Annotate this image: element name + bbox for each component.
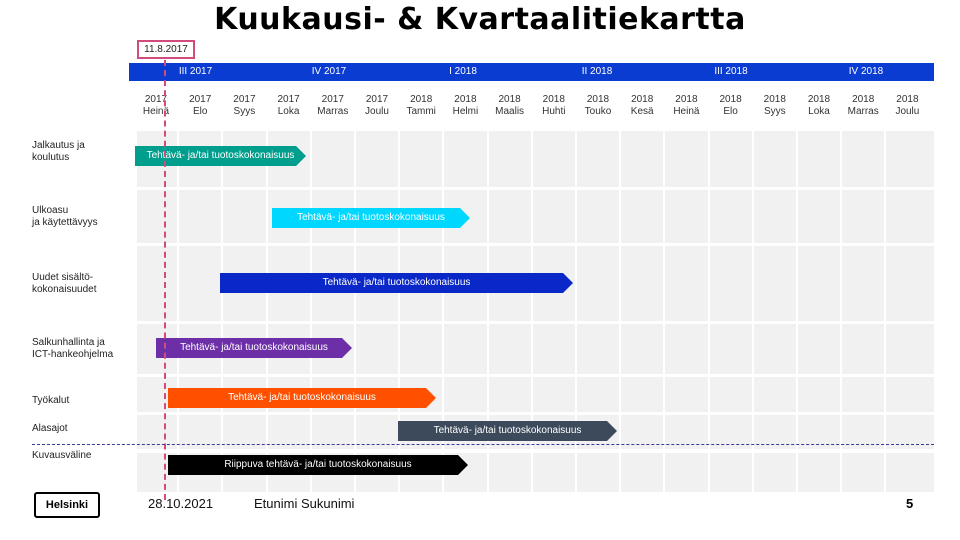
month-gridline [221, 130, 223, 492]
month-gridline [752, 130, 754, 492]
month-year: 2017 [233, 94, 256, 105]
month-year: 2018 [763, 94, 786, 105]
month-label [310, 94, 356, 118]
month-name: Loka [808, 106, 830, 117]
month-year: 2018 [631, 94, 654, 105]
task-bar [168, 455, 468, 475]
month-name: Helmi [452, 106, 479, 117]
month-name: Heinä [142, 106, 170, 117]
month-gridline [266, 130, 268, 492]
month-gridline [619, 130, 621, 492]
month-label [663, 94, 709, 118]
month-name: Tammi [406, 106, 436, 117]
row-label-line: Työkalut [32, 395, 70, 406]
month-label [398, 94, 444, 118]
month-year: 2018 [852, 94, 875, 105]
quarter-label: IV 2017 [262, 63, 396, 81]
month-gridline [177, 130, 179, 492]
task-label: Tehtävä- ja/tai tuotoskokonaisuus [146, 150, 295, 161]
month-year: 2018 [719, 94, 742, 105]
month-name: Maalis [495, 106, 525, 117]
row-label [32, 205, 98, 229]
row-label-line: ICT-hankeohjelma [32, 349, 114, 360]
separator-line [32, 444, 934, 445]
quarter-label: III 2018 [664, 63, 798, 81]
helsinki-logo: Helsinki [34, 492, 100, 518]
month-label [752, 94, 798, 118]
month-name: Kesä [630, 106, 654, 117]
row-label [32, 337, 113, 361]
row-label [32, 140, 85, 164]
row-label-line: Jalkautus ja [32, 140, 85, 151]
quarter-label: IV 2018 [798, 63, 934, 81]
row-label-line: Kuvausväline [32, 450, 92, 461]
task-label: Riippuva tehtävä- ja/tai tuotoskokonaisuus [224, 459, 412, 470]
row-label-line: koulutus [32, 152, 70, 163]
month-label [619, 94, 665, 118]
footer-author: Etunimi Sukunimi [254, 496, 355, 511]
row-label-line: Salkunhallinta ja [32, 337, 105, 348]
quarter-label: II 2018 [530, 63, 664, 81]
month-gridline [884, 130, 886, 492]
month-label [531, 94, 577, 118]
page-number: 5 [906, 496, 914, 511]
task-label: Tehtävä- ja/tai tuotoskokonaisuus [297, 212, 445, 223]
task-bar [398, 421, 617, 441]
month-label [133, 94, 179, 118]
month-label [708, 94, 754, 118]
task-label: Tehtävä- ja/tai tuotoskokonaisuus [322, 277, 471, 288]
task-label: Tehtävä- ja/tai tuotoskokonaisuus [433, 425, 582, 436]
row-band [137, 190, 934, 243]
month-name: Marras [847, 106, 879, 117]
row-label-line: Uudet sisältö- [32, 272, 94, 283]
month-year: 2018 [675, 94, 698, 105]
month-name: Elo [723, 106, 738, 117]
month-year: 2018 [454, 94, 477, 105]
row-label-line: kokonaisuudet [32, 284, 97, 295]
month-name: Joulu [365, 106, 389, 117]
month-label [221, 94, 267, 118]
month-name: Huhti [542, 106, 566, 117]
month-label [266, 94, 312, 118]
month-name: Touko [584, 106, 612, 117]
month-label [354, 94, 400, 118]
month-name: Syys [763, 106, 786, 117]
month-year: 2017 [277, 94, 300, 105]
month-label [796, 94, 842, 118]
month-label [177, 94, 223, 118]
month-name: Syys [233, 106, 256, 117]
task-bar [272, 208, 470, 228]
row-label-line: ja käytettävyys [32, 217, 98, 228]
month-year: 2018 [410, 94, 433, 105]
month-gridline [708, 130, 710, 492]
month-year: 2018 [896, 94, 919, 105]
month-year: 2017 [365, 94, 389, 105]
row-label [32, 423, 68, 435]
month-name: Marras [317, 106, 349, 117]
task-label: Tehtävä- ja/tai tuotoskokonaisuus [180, 342, 328, 353]
quarter-label: I 2018 [396, 63, 530, 81]
month-gridline [796, 130, 798, 492]
task-bar [135, 146, 306, 166]
month-year: 2018 [542, 94, 565, 105]
month-name: Loka [277, 106, 300, 117]
month-label [840, 94, 886, 118]
month-gridline [663, 130, 665, 492]
month-label [442, 94, 488, 118]
month-gridline [840, 130, 842, 492]
row-label-line: Ulkoasu [32, 205, 69, 216]
month-year: 2017 [321, 94, 344, 105]
month-year: 2017 [144, 94, 168, 105]
page-title: Kuukausi- & Kvartaalitiekartta [214, 2, 746, 37]
row-label [32, 395, 69, 407]
task-bar [168, 388, 436, 408]
month-name: Heinä [673, 106, 700, 117]
row-label [32, 272, 97, 296]
month-year: 2018 [498, 94, 521, 105]
task-bar [220, 273, 573, 293]
footer-date: 28.10.2021 [148, 496, 214, 511]
task-bar [156, 338, 352, 358]
task-label: Tehtävä- ja/tai tuotoskokonaisuus [228, 392, 376, 403]
current-date-line [164, 60, 166, 500]
month-name: Elo [192, 106, 208, 117]
month-year: 2018 [586, 94, 610, 105]
month-year: 2017 [189, 94, 212, 105]
month-gridline [310, 130, 312, 492]
month-label [575, 94, 621, 118]
quarter-label: III 2017 [129, 63, 262, 81]
row-label-line: Alasajot [32, 423, 68, 434]
row-label [32, 450, 91, 462]
current-date-badge: 11.8.2017 [137, 40, 195, 59]
month-label [487, 94, 533, 118]
month-gridline [354, 130, 356, 492]
month-name: Joulu [895, 106, 920, 117]
month-year: 2018 [807, 94, 831, 105]
month-label [884, 94, 930, 118]
